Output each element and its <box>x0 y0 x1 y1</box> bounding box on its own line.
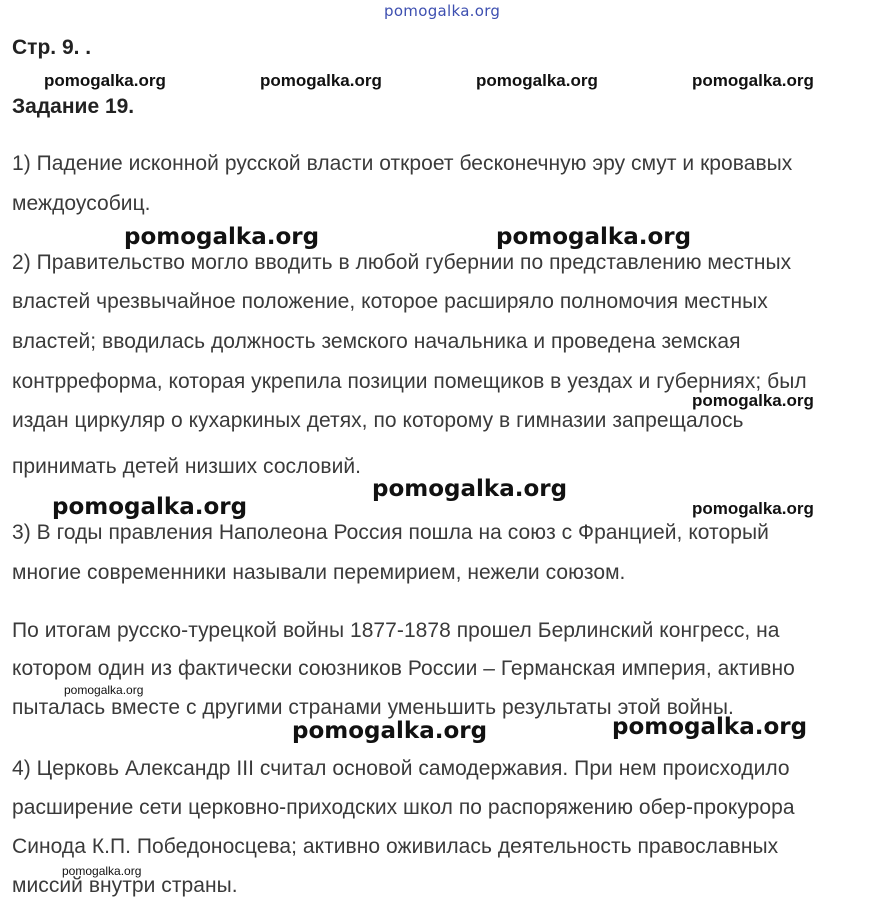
answer-2-line-4: контрреформа, которая укрепила позиции помещиков в уездах и губерниях; был <box>12 370 807 393</box>
answer-2-line-1: 2) Правительство могло вводить в любой губернии по представлению местных <box>12 251 792 274</box>
answer-1-line-1: 1) Падение исконной русской власти откроет бесконечную эру смут и кровавых <box>12 152 793 175</box>
answer-1-line-2: междоусобиц. <box>12 192 151 215</box>
watermark-big-3: pomogalka.org <box>372 476 568 502</box>
answer-3b-line-1: По итогам русско-турецкой войны 1877-1878 прошел Берлинский конгресс, на <box>12 619 780 642</box>
watermark-row-3: pomogalka.org <box>476 71 598 90</box>
watermark-row-1: pomogalka.org <box>44 71 166 90</box>
watermark-tiny-2: pomogalka.org <box>62 864 142 878</box>
answer-2-line-2: властей чрезвычайное положение, которое расширяло полномочия местных <box>12 290 768 313</box>
answer-3b-line-3: пыталась вместе с другими странами уменьшить результаты этой войны. <box>12 696 734 719</box>
answer-2-line-5: издан циркуляр о кухаркиных детях, по которому в гимназии запрещалось <box>12 409 744 432</box>
answer-2-line-3: властей; вводилась должность земского начальника и проведена земская <box>12 330 741 353</box>
watermark-big-1: pomogalka.org <box>124 224 320 250</box>
answer-4-line-1: 4) Церковь Александр III считал основой самодержавия. При нем происходило <box>12 757 790 780</box>
answer-3-line-1: 3) В годы правления Наполеона Россия пошла на союз с Францией, который <box>12 521 769 544</box>
watermark-row-2: pomogalka.org <box>260 71 382 90</box>
answer-3b-line-2: котором один из фактически союзников России – Германская империя, активно <box>12 657 795 680</box>
answer-4-line-4: миссий внутри страны. <box>12 874 238 897</box>
watermark-mid-right: pomogalka.org <box>692 391 814 410</box>
answer-3-line-2: многие современники называли перемирием, нежели союзом. <box>12 561 626 584</box>
task-title: Задание 19. <box>12 95 135 118</box>
watermark-big-5: pomogalka.org <box>612 714 808 740</box>
watermark-top: pomogalka.org <box>384 2 501 20</box>
watermark-row-4: pomogalka.org <box>692 71 814 90</box>
answer-4-line-3: Синода К.П. Победоносцева; активно оживилась деятельность православных <box>12 835 779 858</box>
answer-4-line-2: расширение сети церковно-приходских школ по распоряжению обер-прокурора <box>12 796 795 819</box>
watermark-tiny-1: pomogalka.org <box>64 683 144 697</box>
page-label: Стр. 9. . <box>12 36 92 59</box>
watermark-big-2: pomogalka.org <box>496 224 692 250</box>
watermark-big-6: pomogalka.org <box>292 718 488 744</box>
watermark-big-4: pomogalka.org <box>52 494 248 520</box>
answer-2-line-6: принимать детей низших сословий. <box>12 455 362 478</box>
watermark-small-right-2: pomogalka.org <box>692 499 814 518</box>
